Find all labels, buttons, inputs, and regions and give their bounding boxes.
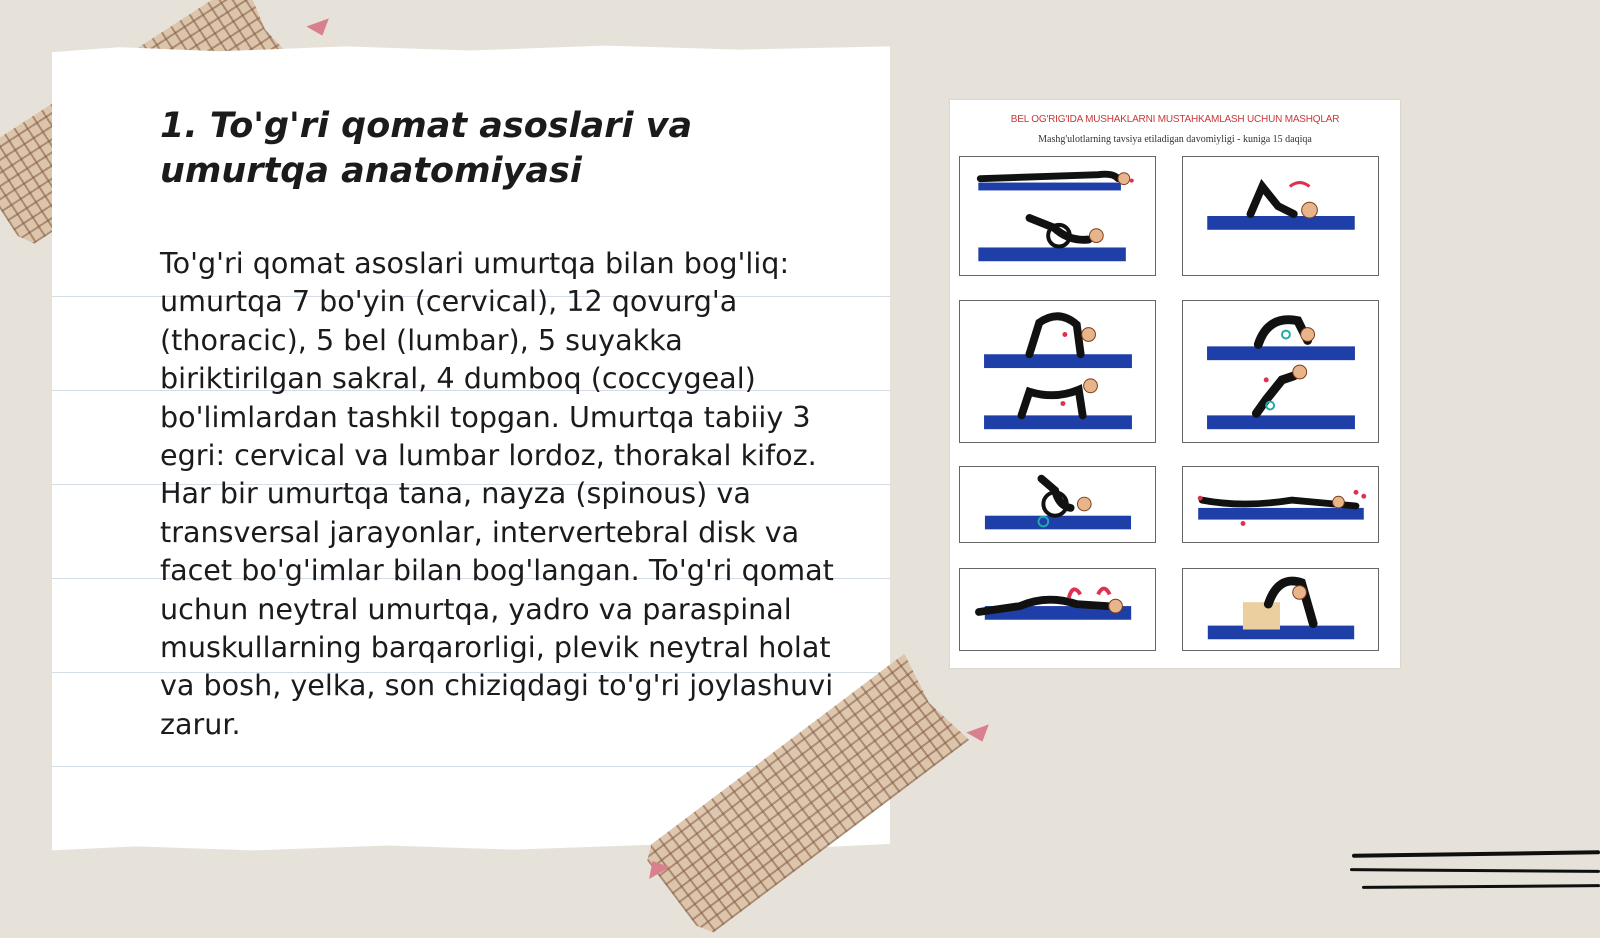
exercise-panel-child-pose-stretch <box>1182 300 1379 443</box>
exercise-panel-lying-twist <box>959 568 1156 651</box>
exercise-panel-ball-crunch <box>959 466 1156 543</box>
decorative-pen-stroke <box>1362 884 1600 889</box>
exercise-poster-image <box>950 100 1400 668</box>
decorative-pen-stroke <box>1350 868 1600 873</box>
exercise-figure-icon <box>960 569 1155 650</box>
exercise-panel-cat-cow <box>959 300 1156 443</box>
poster-subtitle: Mashg'ulotlarning tavsiya etiladigan davomiyligi - kuniga 15 daqiqa <box>1038 134 1312 145</box>
tape-pin-icon <box>966 724 993 745</box>
exercise-figure-icon <box>960 301 1155 442</box>
exercise-panel-lying-leg-raise <box>959 156 1156 276</box>
exercise-panel-superman <box>1182 466 1379 543</box>
exercise-figure-icon <box>1183 569 1378 650</box>
exercise-figure-icon <box>1183 301 1378 442</box>
exercise-panel-knee-to-chest <box>1182 156 1379 276</box>
exercise-figure-icon <box>1183 157 1378 275</box>
exercise-figure-icon <box>1183 467 1378 542</box>
exercise-panel-block-forward-bend <box>1182 568 1379 651</box>
poster-title: BEL OG'RIG'IDA MUSHAKLARNI MUSTAHKAMLASH UCHUN MASHQLAR <box>1010 114 1340 125</box>
slide-body-text: To'g'ri qomat asoslari umurtqa bilan bog'liq: umurtqa 7 bo'yin (cervical), 12 qovurg'a (thoracic), 5 bel (lumbar), 5 suyakka biriktirilgan sakral, 4 dumboq (coccygeal) bo'limlardan tashkil topgan. Umurtqa tabiiy 3 egri: cervical va lumbar lordoz, thorakal kifoz. Har bir umurtqa tana, nayza (spinous) va transversal jarayonlar, intervertebral disk va facet bo'g'imlar bilan bog'langan. To'g'ri qomat uchun neytral umurtqa, yadro va paraspinal muskullarning barqarorligi, plevik neytral holat va bosh, yelka, son chiziqdagi to'g'ri joylashuvi zarur. <box>160 246 834 741</box>
decorative-pen-stroke <box>1352 850 1600 857</box>
tape-pin-icon <box>306 18 333 39</box>
exercise-figure-icon <box>960 467 1155 542</box>
exercise-figure-icon <box>960 157 1155 275</box>
slide-title: 1. To'g'ri qomat asoslari va umurtqa anatomiyasi <box>160 106 693 191</box>
